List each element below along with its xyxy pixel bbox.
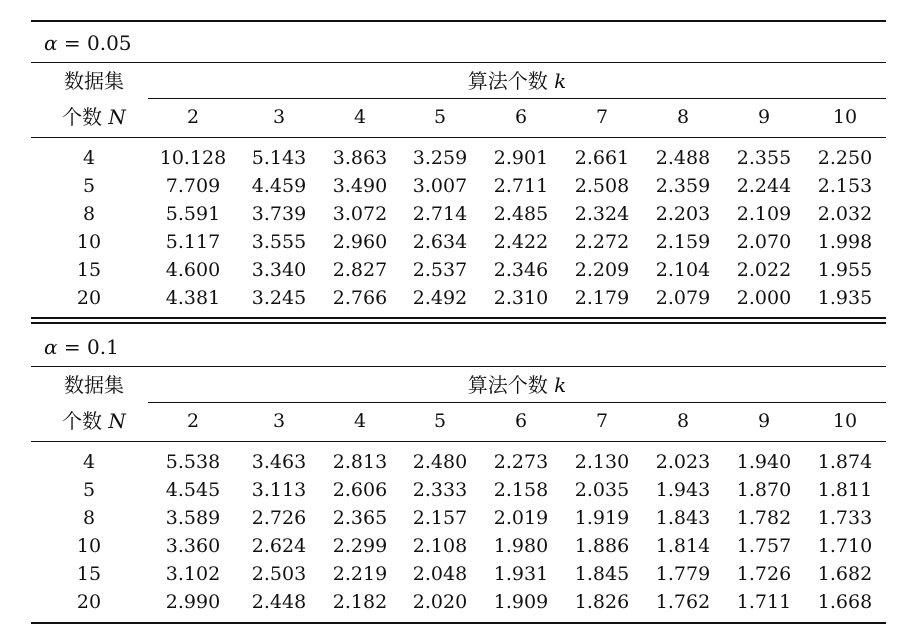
table-cell: 2.070	[736, 231, 792, 253]
table-cell: 2.606	[332, 479, 388, 501]
table-cell: 2.299	[332, 535, 388, 557]
table-cell: 2.159	[655, 231, 711, 253]
table-cell: 2.480	[412, 451, 468, 473]
table-cell: 2.022	[736, 259, 792, 281]
column-header: 4	[353, 410, 367, 432]
table-cell: 1.935	[817, 287, 873, 309]
table-cell: 1.814	[655, 535, 711, 557]
table-cell: 2.503	[251, 563, 307, 585]
table-cell: 1.682	[817, 563, 873, 585]
table-cell: 2.182	[332, 591, 388, 613]
column-header: 7	[595, 410, 609, 432]
column-header: 8	[676, 106, 690, 128]
row-label-line2: 个数 N	[62, 105, 126, 129]
alpha-label: α = 0.05	[44, 31, 132, 55]
table-cell: 2.019	[493, 507, 549, 529]
table-cell: 1.757	[736, 535, 792, 557]
table-cell: 2.766	[332, 287, 388, 309]
column-header: 10	[832, 106, 858, 128]
row-label-n: 5	[82, 175, 96, 197]
row-label-n: 15	[76, 259, 102, 281]
table-cell: 3.072	[332, 203, 388, 225]
table-cell: 2.157	[412, 507, 468, 529]
table-cell: 1.909	[493, 591, 549, 613]
table-cell: 1.955	[817, 259, 873, 281]
table-cell: 2.422	[493, 231, 549, 253]
table-cell: 2.273	[493, 451, 549, 473]
table-cell: 2.104	[655, 259, 711, 281]
table-cell: 2.508	[574, 175, 630, 197]
column-header: 6	[514, 410, 528, 432]
table-cell: 2.153	[817, 175, 873, 197]
table-cell: 2.901	[493, 147, 549, 169]
table-cell: 3.589	[165, 507, 221, 529]
header-rule	[31, 62, 886, 63]
table-cell: 5.143	[251, 147, 307, 169]
table-cell: 7.709	[165, 175, 221, 197]
table-cell: 1.710	[817, 535, 873, 557]
table-cell: 1.931	[493, 563, 549, 585]
row-label-n: 10	[76, 535, 102, 557]
column-header-rule	[31, 441, 886, 442]
table-cell: 5.538	[165, 451, 221, 473]
table-cell: 1.874	[817, 451, 873, 473]
table-cell: 2.346	[493, 259, 549, 281]
row-label-n: 20	[76, 591, 102, 613]
table-cell: 3.863	[332, 147, 388, 169]
column-header: 2	[186, 106, 200, 128]
table-cell: 1.811	[817, 479, 873, 501]
table-cell: 2.048	[412, 563, 468, 585]
table-cell: 2.023	[655, 451, 711, 473]
table-cell: 3.102	[165, 563, 221, 585]
table-cell: 4.545	[165, 479, 221, 501]
table-cell: 3.259	[412, 147, 468, 169]
row-label-n: 20	[76, 287, 102, 309]
table-cell: 2.179	[574, 287, 630, 309]
table-cell: 2.448	[251, 591, 307, 613]
table-cell: 2.203	[655, 203, 711, 225]
table-cell: 1.762	[655, 591, 711, 613]
table-cell: 1.998	[817, 231, 873, 253]
table-cell: 2.244	[736, 175, 792, 197]
row-label-n: 15	[76, 563, 102, 585]
table-cell: 2.079	[655, 287, 711, 309]
column-header: 9	[757, 410, 771, 432]
table-cell: 2.365	[332, 507, 388, 529]
table-cell: 2.209	[574, 259, 630, 281]
table-cell: 2.714	[412, 203, 468, 225]
table-cell: 3.245	[251, 287, 307, 309]
table-cell: 3.007	[412, 175, 468, 197]
row-label-n: 4	[82, 451, 96, 473]
table-cell: 2.000	[736, 287, 792, 309]
column-header: 5	[433, 410, 447, 432]
column-header: 4	[353, 106, 367, 128]
table-cell: 5.591	[165, 203, 221, 225]
table-cell: 1.843	[655, 507, 711, 529]
block-separator-rule	[31, 317, 886, 319]
block-separator-rule	[31, 322, 886, 324]
table-cell: 2.711	[493, 175, 549, 197]
table-cell: 2.359	[655, 175, 711, 197]
table-cell: 2.109	[736, 203, 792, 225]
table-cell: 2.726	[251, 507, 307, 529]
table-cell: 3.360	[165, 535, 221, 557]
column-header: 3	[272, 106, 286, 128]
table-cell: 10.128	[159, 147, 227, 169]
table-cell: 3.555	[251, 231, 307, 253]
column-header: 9	[757, 106, 771, 128]
table-cell: 4.381	[165, 287, 221, 309]
table-cell: 3.113	[251, 479, 307, 501]
table-cell: 1.943	[655, 479, 711, 501]
row-label-n: 4	[82, 147, 96, 169]
table-cell: 2.492	[412, 287, 468, 309]
group-rule	[148, 402, 886, 403]
alpha-label: α = 0.1	[44, 335, 119, 359]
table-cell: 2.020	[412, 591, 468, 613]
top-rule	[31, 20, 886, 22]
table-cell: 2.158	[493, 479, 549, 501]
column-header: 7	[595, 106, 609, 128]
table-cell: 2.310	[493, 287, 549, 309]
table-cell: 2.827	[332, 259, 388, 281]
row-label-line2: 个数 N	[62, 409, 126, 433]
table-cell: 4.600	[165, 259, 221, 281]
table-cell: 1.870	[736, 479, 792, 501]
row-label-n: 5	[82, 479, 96, 501]
table-cell: 2.333	[412, 479, 468, 501]
table-cell: 2.324	[574, 203, 630, 225]
row-label-line1: 数据集	[64, 69, 124, 93]
column-header: 8	[676, 410, 690, 432]
group-rule	[148, 98, 886, 99]
table-cell: 2.624	[251, 535, 307, 557]
table-cell: 5.117	[165, 231, 221, 253]
column-header: 10	[832, 410, 858, 432]
table-cell: 3.490	[332, 175, 388, 197]
table-cell: 1.733	[817, 507, 873, 529]
table-cell: 2.488	[655, 147, 711, 169]
column-header: 2	[186, 410, 200, 432]
column-header: 3	[272, 410, 286, 432]
row-label-n: 8	[82, 203, 96, 225]
table-cell: 2.634	[412, 231, 468, 253]
table-cell: 3.739	[251, 203, 307, 225]
table-cell: 2.990	[165, 591, 221, 613]
table-cell: 2.960	[332, 231, 388, 253]
group-title: 算法个数 k	[467, 69, 567, 93]
table-cell: 2.272	[574, 231, 630, 253]
table-cell: 1.726	[736, 563, 792, 585]
header-rule	[31, 366, 886, 367]
row-label-n: 8	[82, 507, 96, 529]
table-cell: 2.130	[574, 451, 630, 473]
table-cell: 1.845	[574, 563, 630, 585]
table-cell: 2.485	[493, 203, 549, 225]
table-cell: 1.782	[736, 507, 792, 529]
table-cell: 1.711	[736, 591, 792, 613]
table-cell: 2.537	[412, 259, 468, 281]
table-cell: 1.826	[574, 591, 630, 613]
row-label-n: 10	[76, 231, 102, 253]
group-title: 算法个数 k	[467, 373, 567, 397]
row-label-line1: 数据集	[64, 373, 124, 397]
bottom-rule	[31, 622, 886, 624]
table-cell: 1.940	[736, 451, 792, 473]
table-cell: 2.661	[574, 147, 630, 169]
column-header-rule	[31, 137, 886, 138]
table-cell: 2.035	[574, 479, 630, 501]
table-cell: 1.886	[574, 535, 630, 557]
table-cell: 1.980	[493, 535, 549, 557]
table-cell: 2.219	[332, 563, 388, 585]
column-header: 5	[433, 106, 447, 128]
table-cell: 3.340	[251, 259, 307, 281]
column-header: 6	[514, 106, 528, 128]
table-cell: 1.779	[655, 563, 711, 585]
table-cell: 2.250	[817, 147, 873, 169]
table-cell: 3.463	[251, 451, 307, 473]
table-cell: 1.668	[817, 591, 873, 613]
table-cell: 2.355	[736, 147, 792, 169]
table-cell: 2.813	[332, 451, 388, 473]
table-cell: 4.459	[251, 175, 307, 197]
table-cell: 2.108	[412, 535, 468, 557]
table-cell: 1.919	[574, 507, 630, 529]
table-cell: 2.032	[817, 203, 873, 225]
